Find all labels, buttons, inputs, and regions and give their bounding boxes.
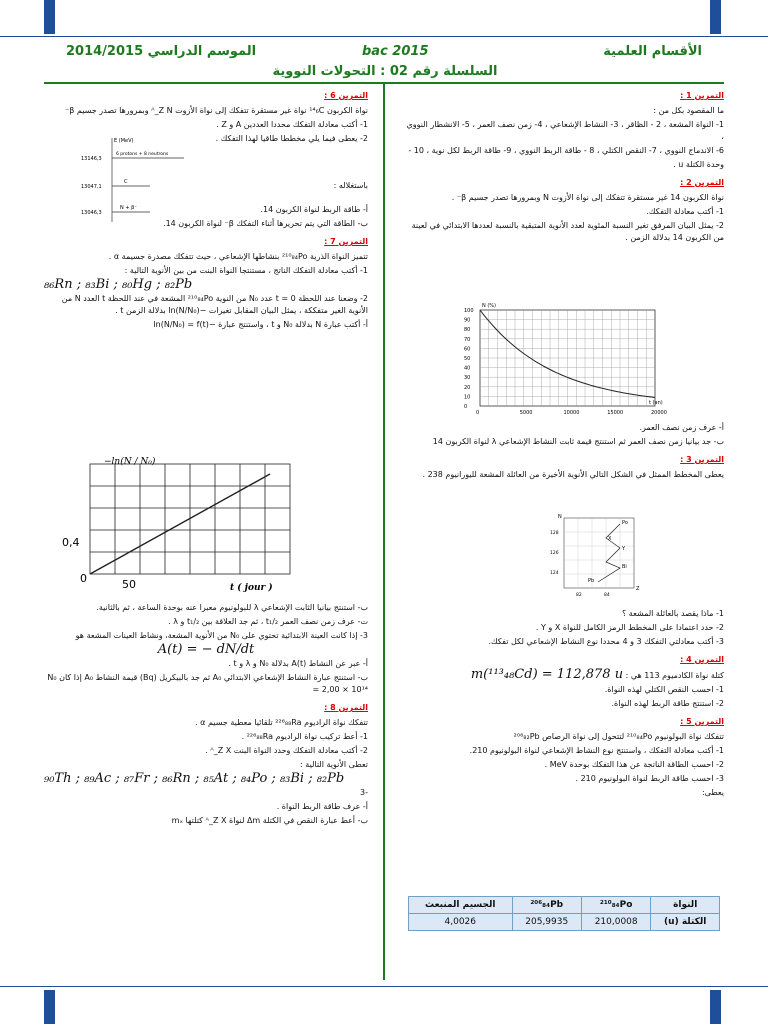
- ex7-q1: 1- أكتب معادلة التفكك الناتج ، مستنتجا النواة البنت من بين الأنوية التالية :: [124, 266, 368, 275]
- right-side-bar-bottom: [710, 990, 721, 1024]
- ex1-line2: 6- الاندماج النووي ، 7- النقص الكتلي ، 8 - طاقة الربط النووي ، 9- طاقة الربط لكل نوية ، 10 -: [408, 146, 724, 155]
- family-xlabel: Z: [636, 586, 640, 592]
- ex8-given: تعطى الأنوية التالية :: [300, 760, 368, 769]
- ex5-q2: 2- احسب الطاقة الناتجة عن هذا التفكك بوحدة MeV .: [544, 760, 724, 769]
- ex3-q2: 2- حدد اعتمادا على المخطط الرمز الكامل للنواة X و Y .: [535, 623, 724, 632]
- ex3-q3: 3- أكتب معادلتي التفكك 3 و 4 محددا نوع النشاط الإشعاعي لكل تفكك.: [488, 637, 724, 646]
- ex7-list: ₈₆Rn ; ₈₃Bi ; ₈₀Hg ; ₈₂Pb: [44, 277, 193, 292]
- family-y-tick: 128: [550, 531, 559, 536]
- family-x-tick: 82: [576, 593, 582, 598]
- decay-y-tick: 0: [464, 404, 468, 410]
- ex8-list: ₉₀Th ; ₈₉Ac ; ₈₇Fr ; ₈₆Rn ; ₈₅At ; ₈₄Po ; ₈₃Bi ; ₈₂Pb: [44, 771, 345, 786]
- decay-chart: [452, 300, 677, 420]
- header-bac: bac 2015: [362, 44, 429, 59]
- decay-y-tick: 80: [464, 327, 471, 334]
- ex7-qa: أ- أكتب عبارة N بدلالة N₀ و t ، واستنتج عبارة −ln(N/N₀) = f(t): [153, 320, 368, 329]
- decay-y-tick: 10: [464, 394, 471, 401]
- column-divider: [383, 84, 385, 980]
- ln-x-tick: 50: [122, 578, 136, 591]
- ex8-q3: -3: [360, 788, 368, 797]
- ex4-q1: 1- احسب النقص الكتلي لهذه النواة.: [604, 685, 724, 694]
- right-column-part3: [404, 606, 724, 801]
- right-column: [404, 84, 724, 246]
- th-particle: الجسيم المنبعث: [409, 897, 513, 914]
- ex7-activity: A(t) = − dN/dt: [157, 642, 255, 657]
- decay-y-tick: 70: [464, 336, 471, 343]
- mass-table: [408, 896, 720, 931]
- th-po: ²¹⁰₈₄Po: [581, 897, 650, 914]
- right-column-part2: [404, 420, 724, 483]
- ex4-intro: كتلة نواة الكادميوم 113 هي :: [625, 671, 724, 680]
- ex7-q3: 3- إذا كانت العينة الابتدائية تحتوي على N₀ من الأنوية المشعة، ونشاط العينات المشعة هو: [75, 631, 368, 640]
- family-label: Pb: [588, 578, 595, 584]
- diag-v1: 13146,3: [81, 156, 102, 162]
- td-mass-label: الكتلة (u): [651, 914, 720, 931]
- ln-y-tick: 0,4: [62, 536, 80, 549]
- ex1-line1: 1- النواة المشعة ، 2 - الظاقر ، 3- النشاط الإشعاعي ، 4- زمن نصف العمر ، 5- الانشطار النووي ،: [406, 120, 724, 141]
- decay-y-tick: 30: [464, 375, 471, 382]
- ex7-q2: 2- وضعنا عند اللحظة t = 0 عدد N₀ من النوية ²¹⁰₈₄Po المشعة في عند اللحظة t العدد N من الأنوية الغير متفككة ، يمثل البيان المقابل تغيرات −ln(N/N₀) بدلالة الزمن t .: [61, 294, 368, 315]
- diag-v3: 13046,3: [81, 210, 102, 216]
- diag-l3: N + β⁻: [120, 205, 137, 211]
- ex4-intro-line: [404, 669, 724, 682]
- left-side-bar: [44, 0, 55, 34]
- decay-y-tick: 50: [464, 356, 471, 362]
- ex7-intro: تتميز النواة الذرية ²¹⁰₈₄Po بنشاطها الإشعاعي ، حيث تتفكك مصدرة جسيمة α .: [108, 252, 368, 261]
- ex2-qa: أ- عرف زمن نصف العمر.: [639, 423, 724, 432]
- left-side-bar-bottom: [44, 990, 55, 1024]
- ex4-title: التمرين 4 :: [680, 655, 724, 664]
- ln-origin: 0: [80, 572, 87, 585]
- ex6-qb: ب- الطاقة التي يتم تحريرها أثناء التفكك β⁻ لنواة الكربون 14.: [163, 219, 368, 228]
- ln-xlabel: t ( jour ): [230, 583, 273, 593]
- th-nucleus: النواة: [651, 897, 720, 914]
- td-particle: 4,0026: [409, 914, 513, 931]
- ex8-q3b: ب- أعط عبارة النقص في الكتلة Δm لنواة ᴬ_Z X كتلتها mₓ: [171, 816, 368, 825]
- ex8-intro: تتفكك نواة الراديوم ²²⁶₈₈Ra تلقائيا معطية جسيم α .: [195, 718, 368, 727]
- ex8-title: التمرين 8 :: [324, 703, 368, 712]
- decay-x-tick: 5000: [519, 410, 533, 416]
- diag-l1: 6 protons + 8 neutrons: [116, 152, 169, 157]
- top-frame-line: [0, 36, 768, 37]
- ex7-qc: ت- عرف زمن نصف العمر t₁/₂ ، ثم جد العلاقة بين t₁/₂ و λ .: [168, 617, 368, 626]
- ex4-q2: 2- استنتج طاقة الربط لهذه النواة.: [611, 699, 724, 708]
- ex6-q2: 2- يعطى فيما يلي مخططا طاقيا لهذا التفكك .: [215, 134, 368, 143]
- ex8-q2: 2- أكتب معادلة التفكك وحدد النواة البنت ᴬ_Z X .: [205, 746, 368, 755]
- diag-axis: E (MeV): [114, 138, 134, 144]
- left-column-part2: [190, 178, 368, 194]
- mass-table-header: [409, 897, 720, 914]
- ex3-title: التمرين 3 :: [680, 455, 724, 464]
- bottom-frame-line: [0, 986, 768, 987]
- decay-x-tick: 10000: [563, 410, 580, 416]
- family-chart: [548, 510, 648, 600]
- ex7-title: التمرين 7 :: [324, 237, 368, 246]
- family-ylabel: N: [558, 514, 562, 520]
- ex2-q2: 2- يمثل البيان المرفق تغير النسبة المئوية لعدد الأنوية المتبقية بالنسبة لعددها الابتدائي في لعينة من الكربون 14 بدلالة الزمن .: [411, 221, 724, 242]
- decay-xlabel: t (an): [649, 400, 663, 406]
- decay-y-tick: 100: [464, 308, 474, 314]
- family-label: Y: [622, 546, 626, 552]
- left-column-part4: [44, 600, 368, 829]
- mass-table-row: [409, 914, 720, 931]
- family-label: X: [608, 536, 612, 542]
- family-label: Po: [622, 520, 628, 526]
- ex6-title: التمرين 6 :: [324, 91, 368, 100]
- header-year: الموسم الدراسي 2014/2015: [66, 44, 257, 59]
- decay-ylabel: N (%): [482, 303, 496, 309]
- ex6-intro: نواة الكربون ¹⁴₆C نواة غير مستقرة تتفكك إلى نواة الأزوت ᴬ_Z N وبمرورها تصدر جسيم β⁻: [65, 106, 368, 115]
- right-side-bar: [710, 0, 721, 34]
- left-column-part3: [44, 202, 368, 333]
- td-pb: 205,9935: [512, 914, 581, 931]
- ex5-title: التمرين 5 :: [680, 717, 724, 726]
- ex4-math: m(¹¹³₄₈Cd) = 112,878 u: [470, 667, 624, 682]
- decay-y-tick: 60: [464, 346, 471, 353]
- ex8-q1: 1- أعط تركيب نواة الراديوم ²²⁶₈₈Ra .: [241, 732, 368, 741]
- ex2-title: التمرين 2 :: [680, 178, 724, 187]
- header-section: الأقسام العلمية: [603, 44, 702, 59]
- ex1-question: ما المقصود بكل من :: [653, 106, 724, 115]
- page-title: السلسلة رقم 02 : التحولات النووية: [272, 64, 498, 79]
- ex2-qb: ب- جد بيانيا زمن نصف العمر ثم استنتج قيمة ثابت النشاط الإشعاعي λ لنواة الكربون 14: [432, 437, 724, 446]
- ex2-q1: 1- أكتب معادلة التفكك.: [646, 207, 724, 216]
- ex8-q3a: أ- عرف طاقة الربط النواة .: [276, 802, 368, 811]
- th-pb: ²⁰⁶₈₄Pb: [512, 897, 581, 914]
- decay-y-tick: 40: [464, 365, 471, 372]
- ex2-intro: نواة الكربون 14 غير مستقرة تتفكك إلى نواة الأزوت N وبمرورها تصدر جسيم β⁻ .: [451, 193, 724, 202]
- ln-graph: [60, 454, 300, 594]
- ex5-q1: 1- أكتب معادلة التفكك ، واستنتج نوع النشاط الإشعاعي لنواة البولونيوم 210.: [469, 746, 724, 755]
- decay-x-tick: 0: [476, 410, 480, 416]
- ex5-intro: تتفكك نواة البولونيوم ²¹⁰₈₄Po لتتحول إلى نواة الرصاص ²⁰⁶₈₂Pb: [513, 732, 724, 741]
- ex3-intro: يعطى المخطط الممثل في الشكل التالي الأنوية الأخيرة من العائلة المشعة لليورانيوم 238 .: [422, 470, 724, 479]
- ln-line: [90, 474, 270, 574]
- diag-l2: C: [124, 179, 128, 185]
- decay-y-tick: 20: [464, 384, 471, 391]
- ex1-line3: وحدة الكتلة u .: [673, 160, 724, 169]
- ex7-q3a: أ- عبر عن النشاط A(t) بدلالة N₀ و λ و t .: [228, 659, 368, 668]
- ex5-given: يعطى:: [701, 788, 724, 797]
- decay-y-tick: 90: [464, 317, 471, 324]
- td-po: 210,0008: [581, 914, 650, 931]
- family-x-tick: 84: [604, 593, 610, 598]
- ex7-q3b: ب- استنتج عبارة النشاط الإشعاعي الابتدائي A₀ ثم جد بالبيكريل (Bq) قيمة النشاط A₀ إذا كان N₀ = 2,00 × 10¹⁴: [47, 673, 368, 694]
- ex5-q3: 3- احسب طاقة الربط لنواة البولونيوم 210 .: [575, 774, 724, 783]
- decay-x-tick: 15000: [607, 410, 624, 416]
- ex6-q1: 1- أكتب معادلة التفكك محددا العددين A و Z .: [216, 120, 368, 129]
- ex6-use: باستغلاله :: [333, 181, 368, 190]
- ex1-title: التمرين 1 :: [680, 91, 724, 100]
- decay-x-tick: 20000: [651, 410, 667, 416]
- family-y-tick: 124: [550, 571, 559, 576]
- ex7-qb: ب- استنتج بيانيا الثابت الإشعاعي λ للبولونيوم معبرا عنه بوحدة الساعة ، ثم بالثانية.: [96, 603, 368, 612]
- ex6-qa: أ- طاقة الربط لنواة الكربون 14.: [260, 205, 368, 214]
- ln-ylabel: −ln(N / N₀): [104, 457, 156, 467]
- family-label: Bi: [622, 564, 627, 570]
- family-y-tick: 126: [550, 551, 559, 556]
- ex3-q1: 1- ماذا يقصد بالعائلة المشعة ؟: [622, 609, 724, 618]
- diag-v2: 13047,1: [81, 184, 102, 190]
